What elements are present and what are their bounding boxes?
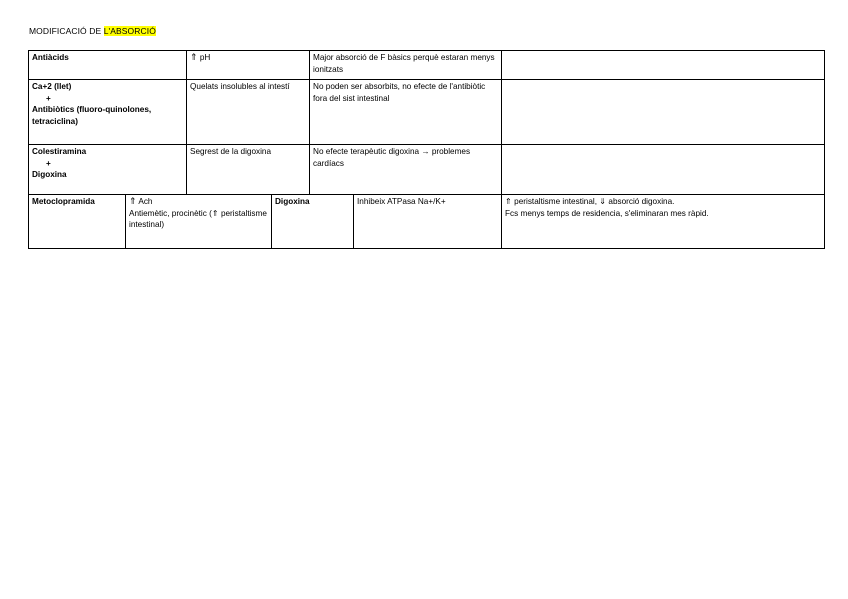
effect-detail: Antiemètic, procinètic (⇑ peristaltisme intestinal)	[129, 208, 267, 229]
drug-cell: Antiàcids	[29, 51, 187, 80]
effect-cell	[126, 195, 272, 249]
effect-text: Ach	[138, 197, 153, 206]
up-arrow-icon: ⇑	[129, 196, 137, 206]
drug-name: Ca+2 (llet)	[32, 82, 72, 91]
table-row	[29, 80, 825, 145]
up-arrow-icon: ⇑	[190, 52, 198, 62]
table-row	[29, 195, 825, 249]
notes-cell	[502, 145, 825, 195]
title-highlight: L'ABSORCIÓ	[103, 26, 156, 36]
drug-cell: Metoclopramida	[29, 195, 126, 249]
drug-cell-2: Digoxina	[272, 195, 354, 249]
drug-cell	[29, 80, 187, 145]
title-prefix: MODIFICACIÓ DE	[29, 26, 104, 36]
table-row	[29, 51, 825, 80]
mechanism-cell: Inhibeix ATPasa Na+/K+	[354, 195, 502, 249]
notes-cell	[502, 80, 825, 145]
consequence-cell: No efecte terapèutic digoxina → problemes cardíacs	[310, 145, 502, 195]
consequence-cell: Major absorció de F bàsics perquè estaran menys ionitzats	[310, 51, 502, 80]
drug-name-2: Digoxina	[32, 170, 67, 179]
consequence-cell: No poden ser absorbits, no efecte de l'antibiòtic fora del sist intestinal	[310, 80, 502, 145]
notes-line: ⇑ peristaltisme intestinal, ⇓ absorció digoxina.	[505, 197, 675, 206]
drug-name: Colestiramina	[32, 147, 87, 156]
absorption-table	[28, 50, 825, 249]
effect-cell: Quelats insolubles al intestí	[187, 80, 310, 145]
document-title	[29, 26, 156, 36]
drug-cell	[29, 145, 187, 195]
effect-text: pH	[199, 53, 211, 62]
drug-name-2: Antibiòtics (fluoro-quinolones, tetraciclina)	[32, 105, 152, 126]
table-row	[29, 145, 825, 195]
notes-cell	[502, 195, 825, 249]
plus-sign: +	[46, 93, 51, 103]
plus-sign: +	[46, 158, 51, 168]
effect-cell	[187, 51, 310, 80]
effect-cell: Segrest de la digoxina	[187, 145, 310, 195]
notes-line: Fcs menys temps de residencia, s'eliminaran mes ràpid.	[505, 208, 709, 218]
notes-cell	[502, 51, 825, 80]
